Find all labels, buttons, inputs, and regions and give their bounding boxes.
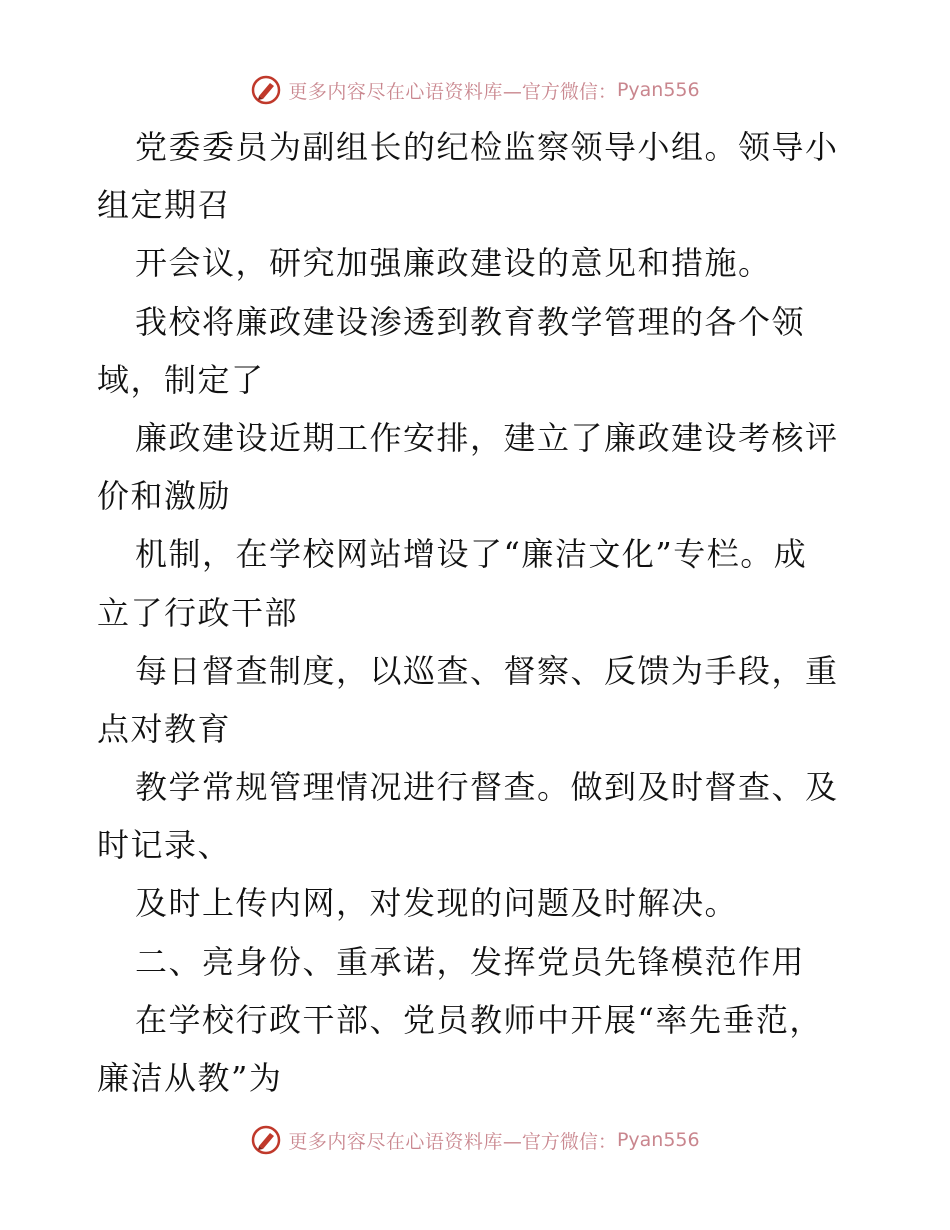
text-line: 我校将廉政建设渗透到教育教学管理的各个领 — [135, 302, 806, 341]
text-line: 二、亮身份、重承诺，发挥党员先锋模范作用 — [135, 942, 806, 981]
text-line: 廉政建设近期工作安排，建立了廉政建设考核评 — [135, 418, 839, 457]
text-line: 域，制定了 — [97, 360, 265, 399]
watermark-wechat-id: Pyan556 — [616, 1129, 700, 1151]
text-line: 及时上传内网，对发现的问题及时解决。 — [135, 884, 739, 923]
text-line: 教学常规管理情况进行督查。做到及时督查、及 — [135, 768, 839, 807]
text-line: 组定期召 — [97, 186, 232, 225]
watermark-separator: —官方微信： — [502, 1130, 617, 1153]
brand-logo-icon — [250, 1124, 282, 1156]
text-line: 时记录、 — [97, 826, 232, 865]
watermark-separator: —官方微信： — [502, 80, 617, 103]
text-line: 开会议，研究加强廉政建设的意见和措施。 — [135, 244, 772, 283]
text-line: 在学校行政干部、党员教师中开展“率先垂范， — [135, 1000, 823, 1039]
text-line: 廉洁从教”为 — [97, 1059, 283, 1097]
text-line: 每日督查制度，以巡查、督察、反馈为手段，重 — [135, 651, 839, 690]
text-line: 点对教育 — [97, 709, 232, 748]
text-line: 党委委员为副组长的纪检监察领导小组。领导小 — [135, 128, 839, 166]
watermark-wechat-id: Pyan556 — [616, 79, 700, 101]
footer-watermark — [0, 1120, 950, 1160]
watermark-brand-text: 更多内容尽在心语资料库 — [288, 1130, 503, 1153]
watermark-brand-text: 更多内容尽在心语资料库 — [288, 80, 503, 103]
document-body — [97, 118, 867, 1107]
brand-logo-icon — [250, 74, 282, 106]
text-line: 价和激励 — [97, 477, 232, 516]
text-line: 机制，在学校网站增设了“廉洁文化”专栏。成 — [135, 535, 808, 574]
header-watermark — [0, 70, 950, 110]
text-line: 立了行政干部 — [97, 593, 299, 632]
